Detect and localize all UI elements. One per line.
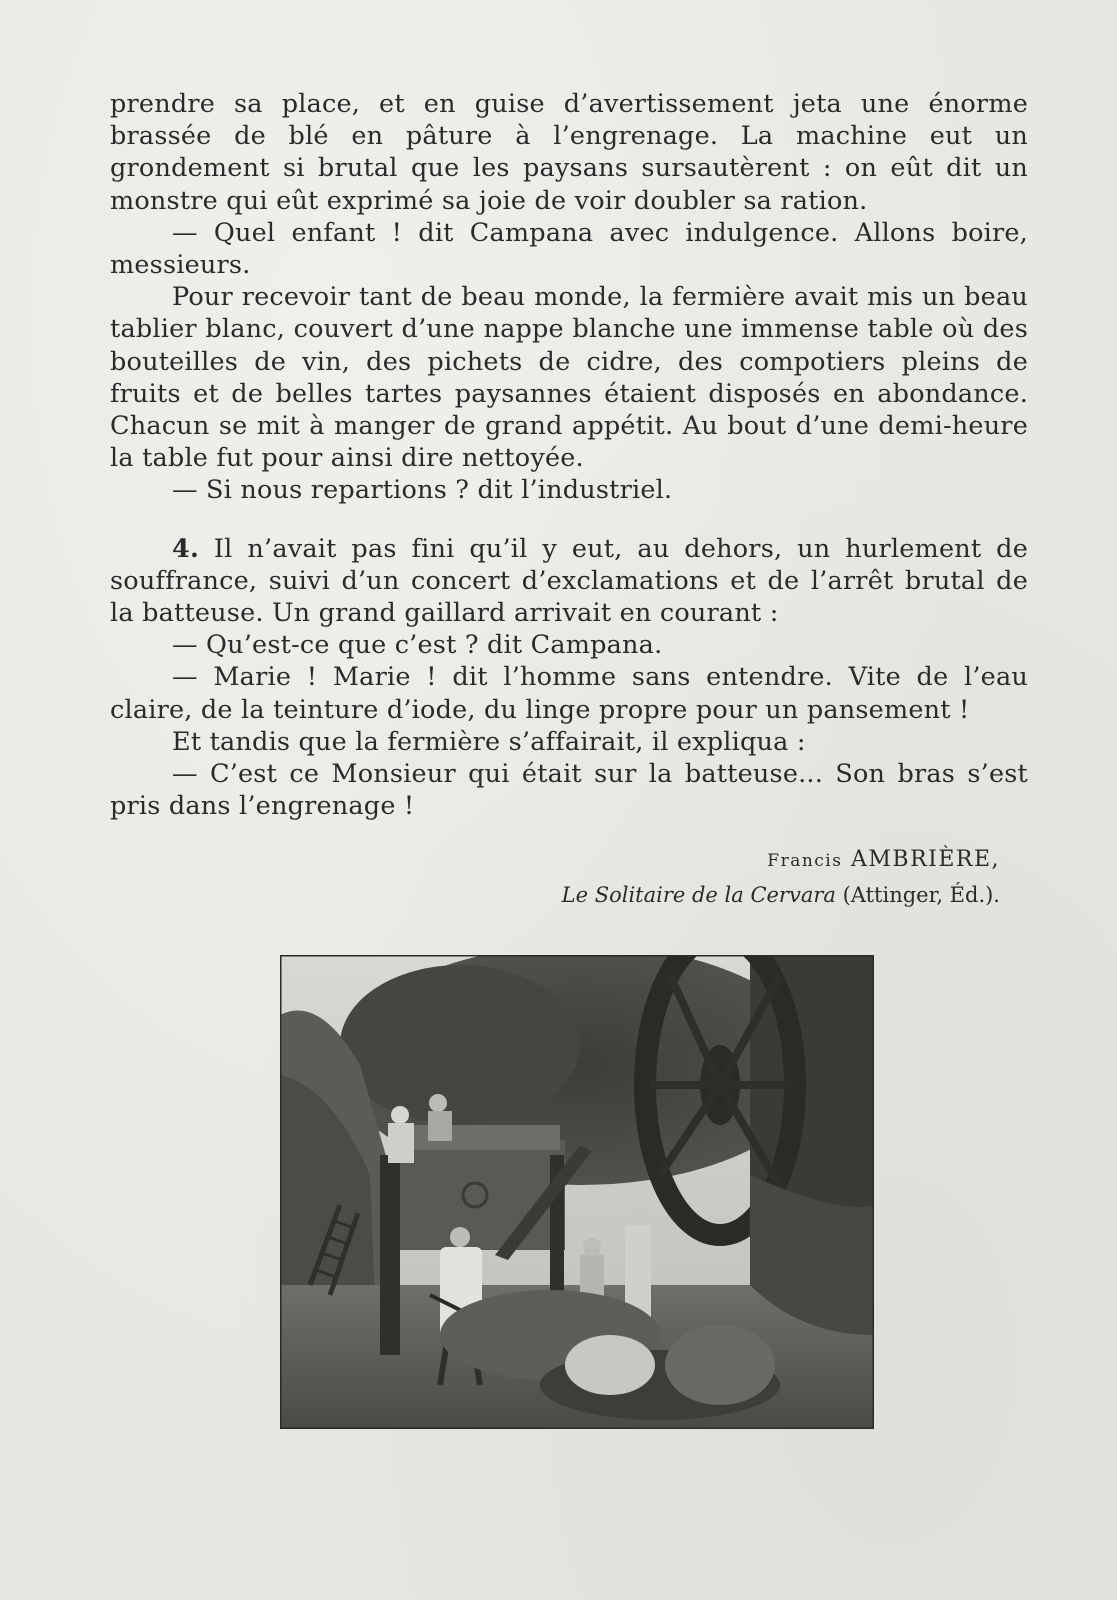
publisher: (Attinger, Éd.). (842, 883, 1000, 907)
section-number: 4. (172, 533, 200, 564)
section-paragraph (110, 533, 1028, 630)
paragraph: Et tandis que la fermière s’affairait, il expliqua : (172, 726, 806, 757)
body-text (110, 88, 1028, 822)
paragraph: — C’est ce Monsieur qui était sur la batteuse... Son bras s’est pris dans l’engrenage ! (110, 759, 1028, 822)
photo-illustration (280, 955, 874, 1429)
author-first-name: Francis (767, 851, 843, 871)
paragraph: — Marie ! Marie ! dit l’homme sans entendre. Vite de l’eau claire, de la teinture d’iode, du linge propre pour un pansement ! (110, 662, 1028, 725)
paragraph: Pour recevoir tant de beau monde, la fermière avait mis un beau tablier blanc, couvert d’une nappe blanche une immense table où des bouteilles de vin, des pichets de cidre, des compotiers pleins de fruits et de belles tartes paysannes étaient disposés en abondance. Chacun se mit à manger de grand appétit. Au bout d’une demi-heure la table fut pour ainsi dire nettoyée. (110, 282, 1028, 474)
source-line (440, 881, 1000, 909)
work-title: Le Solitaire de la Cervara (561, 883, 836, 907)
paragraph: — Qu’est-ce que c’est ? dit Campana. (172, 630, 663, 661)
paragraph: — Quel enfant ! dit Campana avec indulgence. Allons boire, messieurs. (110, 217, 1028, 281)
paragraph: — Si nous repartions ? dit l’industriel. (172, 475, 673, 506)
author-line (440, 846, 1000, 875)
threshing-photo (280, 955, 874, 1429)
paragraph: prendre sa place, et en guise d’avertissement jeta une énorme brassée de blé en pâture à l’engrenage. La machine eut un grondement si brutal que les paysans sursautèrent : on eût dit un monstre qui eût exprimé sa joie de voir doubler sa ration. (110, 89, 1028, 216)
paragraph-text: Il n’avait pas fini qu’il y eut, au dehors, un hurlement de souffrance, suivi d’un concert d’exclamations et de l’arrêt brutal de la batteuse. Un grand gaillard arrivait en courant : (110, 533, 1028, 629)
author-last-name: AMBRIÈRE, (850, 847, 1000, 872)
